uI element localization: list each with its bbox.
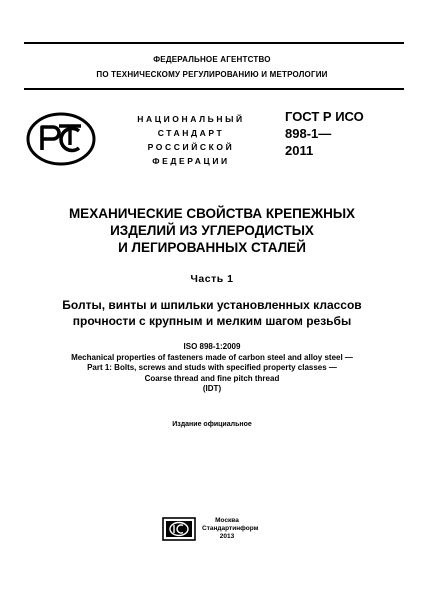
standard-designation: [285, 108, 395, 159]
subtitle-line: прочности с крупным и мелким шагом резьбы: [72, 314, 352, 328]
designation-line: 898-1—: [285, 126, 332, 141]
publisher-name: Стандартинформ: [202, 525, 259, 532]
agency-name-line1: ФЕДЕРАЛЬНОЕ АГЕНТСТВО: [153, 55, 271, 64]
title-line: МЕХАНИЧЕСКИЕ СВОЙСТВА КРЕПЕЖНЫХ: [68, 206, 356, 221]
part-number: Часть 1: [190, 273, 234, 285]
iso-line: ISO 898-1:2009: [183, 342, 241, 351]
designation-line: 2011: [285, 143, 314, 158]
header-rule: [24, 88, 404, 90]
publisher-info: [202, 517, 259, 541]
standard-type: [118, 112, 264, 168]
standard-type-line: НАЦИОНАЛЬНЫЙ: [137, 114, 245, 124]
document-subtitle: [0, 297, 424, 329]
standartinform-logo-icon: [160, 516, 198, 542]
subtitle-line: Болты, винты и шпильки установленных классов: [62, 298, 362, 312]
edition-note: Издание официальное: [172, 421, 252, 428]
standard-type-line: СТАНДАРТ: [157, 128, 225, 138]
standard-type-line: ФЕДЕРАЦИИ: [152, 156, 230, 166]
iso-line: Part 1: Bolts, screws and studs with specified property classes —: [87, 363, 337, 372]
publisher-city: Москва: [215, 517, 239, 524]
standard-type-line: РОССИЙСКОЙ: [147, 142, 235, 152]
title-line: И ЛЕГИРОВАННЫХ СТАЛЕЙ: [118, 240, 306, 255]
iso-line: Mechanical properties of fasteners made of carbon steel and alloy steel —: [71, 352, 353, 362]
iso-line: Coarse thread and fine pitch thread: [144, 373, 280, 383]
top-rule: [24, 42, 404, 44]
iso-reference: [0, 342, 424, 395]
document-title: [0, 205, 424, 256]
iso-line: (IDT): [202, 384, 222, 393]
publication-year: 2013: [219, 533, 235, 540]
rst-certification-logo-icon: [26, 112, 96, 166]
title-line: ИЗДЕЛИЙ ИЗ УГЛЕРОДИСТЫХ: [110, 223, 314, 238]
designation-line: ГОСТ Р ИСО: [285, 109, 364, 124]
agency-name-line2: ПО ТЕХНИЧЕСКОМУ РЕГУЛИРОВАНИЮ И МЕТРОЛОГИИ: [96, 70, 328, 79]
